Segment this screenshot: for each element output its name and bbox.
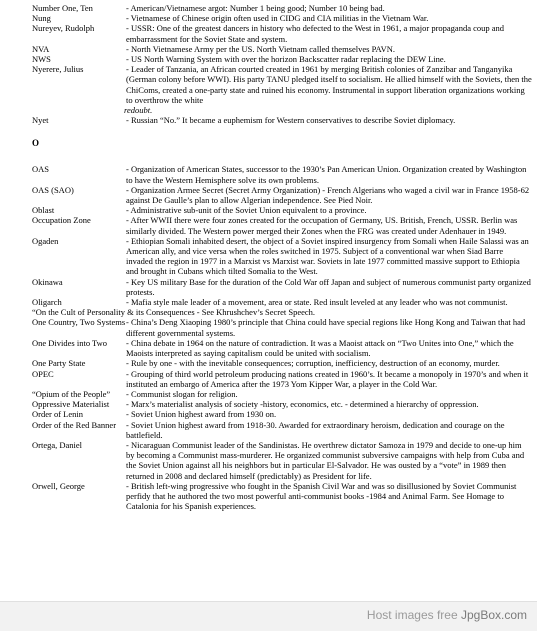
- entry-term: Nyet: [32, 115, 49, 126]
- entry-definition: - British left-wing progressive who fought in the Spanish Civil War and was so disillusioned by Soviet Communist perfidy that he authored the two most powerful anti-communist books -1984 and Animal Farm. See Homage to Catalonia for his Spanish experiences.: [126, 480, 517, 512]
- watermark-prefix: Host images free: [366, 608, 461, 622]
- entry-term: OAS (SAO): [32, 184, 74, 195]
- watermark-brand[interactable]: JpgBox.com: [460, 608, 527, 622]
- entry-row: [32, 64, 532, 105]
- continuation-text: redoubt.: [124, 105, 153, 116]
- entry-term: One Party State: [32, 358, 86, 369]
- entry-row: [32, 115, 532, 125]
- entry-definition: - Mafia style male leader of a movement, area or state. Red insult leveled at any leader who was not communist.: [126, 297, 508, 308]
- entry-definition: - Rule by one - with the inevitable consequences; corruption, inefficiency, destruction of an economy, murder.: [126, 358, 500, 369]
- spacer: [32, 154, 532, 164]
- entry-term: Oblast: [32, 205, 55, 216]
- entry-row: [32, 338, 532, 358]
- entry-definition: - Russian “No.” It became a euphemism for Western conservatives to describe Soviet diplomacy.: [126, 115, 456, 126]
- entry-term: Occupation Zone: [32, 215, 91, 226]
- watermark-text: [367, 608, 527, 622]
- entry-term: Nyerere, Julius: [32, 64, 84, 75]
- entry-term: Ortega, Daniel: [32, 439, 83, 450]
- entry-term: Order of Lenin: [32, 409, 83, 420]
- entry-term: Oligarch: [32, 297, 62, 308]
- entry-row: [32, 54, 532, 64]
- entry-row: [32, 3, 532, 13]
- entry-term: Order of the Red Banner: [32, 419, 117, 430]
- entry-row: [32, 389, 532, 399]
- entry-definition: - Ethiopian Somali inhabited desert, the object of a Soviet inspired insurgency from Somali when Haile Salassi was an American ally, and vice versa when the roles switched in 1975. Subject of a conventional war when Siad Barre invaded the region in 1977 in a Marxist vs Marxist war. Soviets in late 1977 committed massive support to Ethiopia and brought in Cubans which tilted Somalia to the West.: [126, 235, 529, 277]
- entry-term: Nung: [32, 13, 51, 24]
- entry-term: Nureyev, Rudolph: [32, 23, 95, 34]
- entry-definition: - Key US military Base for the duration of the Cold War off Japan and subject of numerous communist party organized protests.: [126, 276, 531, 297]
- entry-row: [32, 409, 532, 419]
- entry-row: [32, 164, 532, 184]
- entry-term: “Opium of the People”: [32, 388, 111, 399]
- entry-definition: - After WWII there were four zones created for the occupation of Germany, US. British, French, USSR. Berlin was similarly divided. The Western power merged their Zones when the FRG was created under Adenhauer in 1949.: [126, 215, 518, 236]
- entry-term: Orwell, George: [32, 480, 85, 491]
- entry-row: [32, 13, 532, 23]
- entry-term: Okinawa: [32, 276, 63, 287]
- entry-definition: - US North Warning System with over the horizon Backscatter radar replacing the DEW Line.: [126, 54, 446, 65]
- entry-row: [32, 205, 532, 215]
- entry-term: NVA: [32, 43, 50, 54]
- entry-row: [32, 399, 532, 409]
- entry-row: [32, 185, 532, 205]
- entry-row: [32, 44, 532, 54]
- entry-definition: - Nicaraguan Communist leader of the Sandinistas. He overthrew dictator Samoza in 1979 and decide to one-up him by becoming a Communist mass-murderer. He organized communist subversive campaigns with help from Cuba and the Soviet Union against all his neighbors but in particular El-Salvador. He was ousted by a “vote” in 1989 then returned in 2008 and declared himself (predictably) as President for life.: [126, 439, 525, 481]
- entry-row: [32, 440, 532, 481]
- entry-definition: - USSR: One of the greatest dancers in history who defected to the West in 1961, a major propaganda coup and embarrassment for the Soviet State and system.: [126, 23, 505, 44]
- entry-term: OAS: [32, 164, 50, 175]
- entry-definition: - Administrative sub-unit of the Soviet Union equivalent to a province.: [126, 205, 367, 216]
- entry-term: One Country, Two Systems: [32, 317, 126, 328]
- entry-definition: - Organization of American States, successor to the 1930’s Pan American Union. Organization created by Washington to have the Western Hemisphere solve its own problems.: [126, 164, 527, 185]
- entry-term: Oppressive Materialist: [32, 399, 110, 410]
- entries-o2-block: [32, 338, 532, 511]
- section-letter: O: [32, 138, 40, 149]
- entry-definition: - Communist slogan for religion.: [126, 388, 238, 399]
- entry-term: Number One, Ten: [32, 3, 93, 13]
- entry-row: [32, 481, 532, 512]
- entries-n-block: [32, 3, 532, 105]
- entry-definition: - China’s Deng Xiaoping 1980’s principle that China could have special regions like Hong Kong and Taiwan that had different governmental systems.: [126, 317, 526, 338]
- entry-definition: - American/Vietnamese argot: Number 1 being good; Number 10 being bad.: [126, 3, 385, 13]
- entry-term: Ogaden: [32, 235, 59, 246]
- entry-row: [32, 23, 532, 43]
- spacer: [32, 125, 532, 135]
- entry-definition: - Marx’s materialist analysis of society -history, economics, etc. - determined a hierarchy of oppression.: [126, 399, 479, 410]
- entry-definition: - Soviet Union highest award from 1930 on.: [126, 409, 277, 420]
- entry-term: OPEC: [32, 368, 54, 379]
- entry-row: [32, 215, 532, 235]
- entries-o-block: [32, 164, 532, 307]
- entry-row: [32, 358, 532, 368]
- entry-row: [32, 277, 532, 297]
- glossary-entries: [32, 3, 532, 511]
- entry-definition: - North Vietnamese Army per the US. North Vietnam called themselves PAVN.: [126, 43, 395, 54]
- cult-of-personality-line: “On the Cult of Personality & its Consequences - See Khrushchev’s Secret Speech.: [32, 307, 316, 318]
- entry-definition: - Vietnamese of Chinese origin often used in CIDG and CIA militias in the Vietnam War.: [126, 13, 429, 24]
- entry-definition: - Organization Armee Secret (Secret Army Organization) - French Algerians who waged a civil war in France 1958-62 against De Gaulle’s plan to allow Algerian independence. See Pied Noir.: [126, 184, 530, 206]
- entry-definition: - Soviet Union highest award from 1918-30. Awarded for extraordinary heroism, dedication and courage on the battlefield.: [126, 419, 505, 440]
- entry-definition: - China debate in 1964 on the nature of contradiction. It was a Maoist attack on “Two Unites into One,” which the Maoists interpreted as saying capitalism could be united with socialism.: [126, 337, 514, 359]
- entry-row: [32, 297, 532, 307]
- watermark-bar: [0, 601, 537, 631]
- entry-definition: - Grouping of third world petroleum producing nations created in 1960’s. It became a monopoly in 1970’s and when it instituted an embargo of America after the 1973 Yom Kipper War, a player in the Cold War.: [126, 368, 529, 389]
- entry-row: [32, 420, 532, 440]
- entry-row: [32, 369, 532, 389]
- entry-term: One Divides into Two: [32, 337, 108, 348]
- entry-row: [32, 317, 532, 337]
- entry-row: [32, 236, 532, 277]
- entry-definition: - Leader of Tanzania, an African courted created in 1961 by merging British colonies of Zanzibar and Tanganyika (German colony before WWI). His party TANU pledged itself to socialism. He allied himself with the Soviets, then the ChiComs, created a one-party state and ruined his economy. Instrumental in support liberation organizations working to overthrow the white: [126, 64, 532, 105]
- entry-term: NWS: [32, 54, 51, 65]
